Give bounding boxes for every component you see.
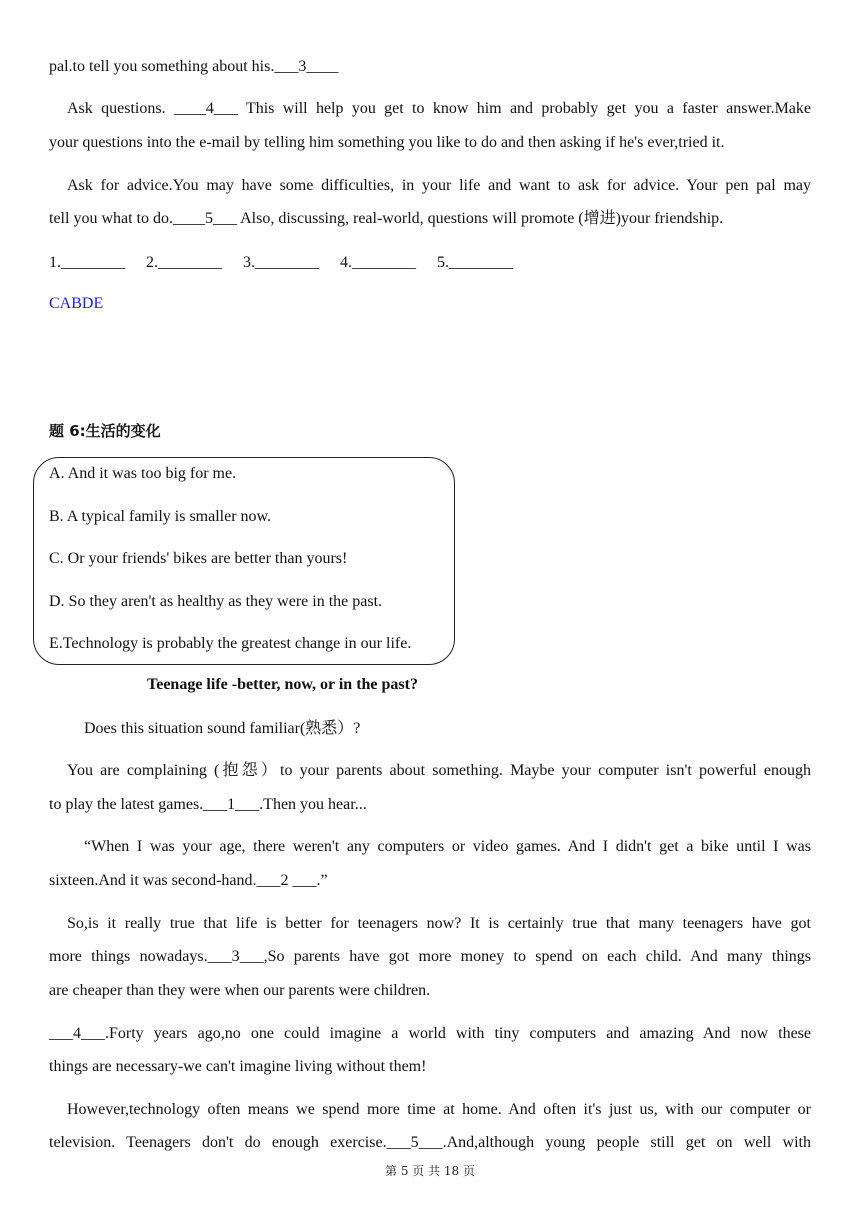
passage-line: more things nowadays.___3___,So parents have got more money to spend on each child. And many things	[49, 948, 811, 965]
passage-line: However,technology often means we spend more time at home. And often it's just us, with our computer or	[67, 1101, 811, 1118]
answer-blanks	[49, 253, 811, 273]
passage-line: tell you what to do.____5___ Also, discussing, real-world, questions will promote (增进)your friendship.	[49, 210, 724, 227]
blank-1: 1.________	[49, 254, 125, 271]
passage-line: television. Teenagers don't do enough exercise.___5___.And,although young people still get on well with	[49, 1134, 811, 1151]
passage-line: Does this situation sound familiar(熟悉）?	[84, 720, 361, 737]
answer-key: CABDE	[49, 295, 104, 312]
passage-line: your questions into the e-mail by telling him something you like to do and then asking if he's ever,tried it.	[49, 134, 725, 151]
passage-title: Teenage life -better, now, or in the past?	[147, 676, 418, 693]
option-a: A. And it was too big for me.	[49, 465, 237, 482]
blank-5: 5.________	[437, 254, 513, 271]
passage-line: Ask for advice.You may have some difficulties, in your life and want to ask for advice. Your pen pal may	[67, 177, 811, 194]
passage-line: sixteen.And it was second-hand.___2 ___.”	[49, 872, 328, 889]
passage-line: So,is it really true that life is better for teenagers now? It is certainly true that many teenagers have got	[67, 915, 811, 932]
page-footer: 第 5 页 共 18 页	[385, 1164, 475, 1178]
blank-3: 3.________	[243, 254, 319, 271]
option-c: C. Or your friends' bikes are better than yours!	[49, 550, 348, 567]
blank-2: 2.________	[146, 254, 222, 271]
passage-line: ___4___.Forty years ago,no one could imagine a world with tiny computers and amazing And now these	[49, 1025, 811, 1042]
option-d: D. So they aren't as healthy as they were in the past.	[49, 593, 383, 610]
passage-line: You are complaining (抱怨）to your parents about something. Maybe your computer isn't powerful enough	[67, 762, 811, 779]
passage-line: “When I was your age, there weren't any computers or video games. And I didn't get a bike until I was	[84, 838, 811, 855]
passage-line: Ask questions. ____4___ This will help you get to know him and probably get you a faster answer.Make	[67, 100, 811, 117]
passage-line: are cheaper than they were when our parents were children.	[49, 982, 431, 999]
option-e: E.Technology is probably the greatest change in our life.	[49, 635, 412, 652]
question-heading: 题 6:生活的变化	[49, 422, 161, 440]
passage-line: to play the latest games.___1___.Then you hear...	[49, 796, 367, 813]
passage-line: pal.to tell you something about his.___3____	[49, 58, 339, 75]
passage-line: things are necessary-we can't imagine living without them!	[49, 1058, 427, 1075]
blank-4: 4.________	[340, 254, 416, 271]
option-b: B. A typical family is smaller now.	[49, 508, 272, 525]
